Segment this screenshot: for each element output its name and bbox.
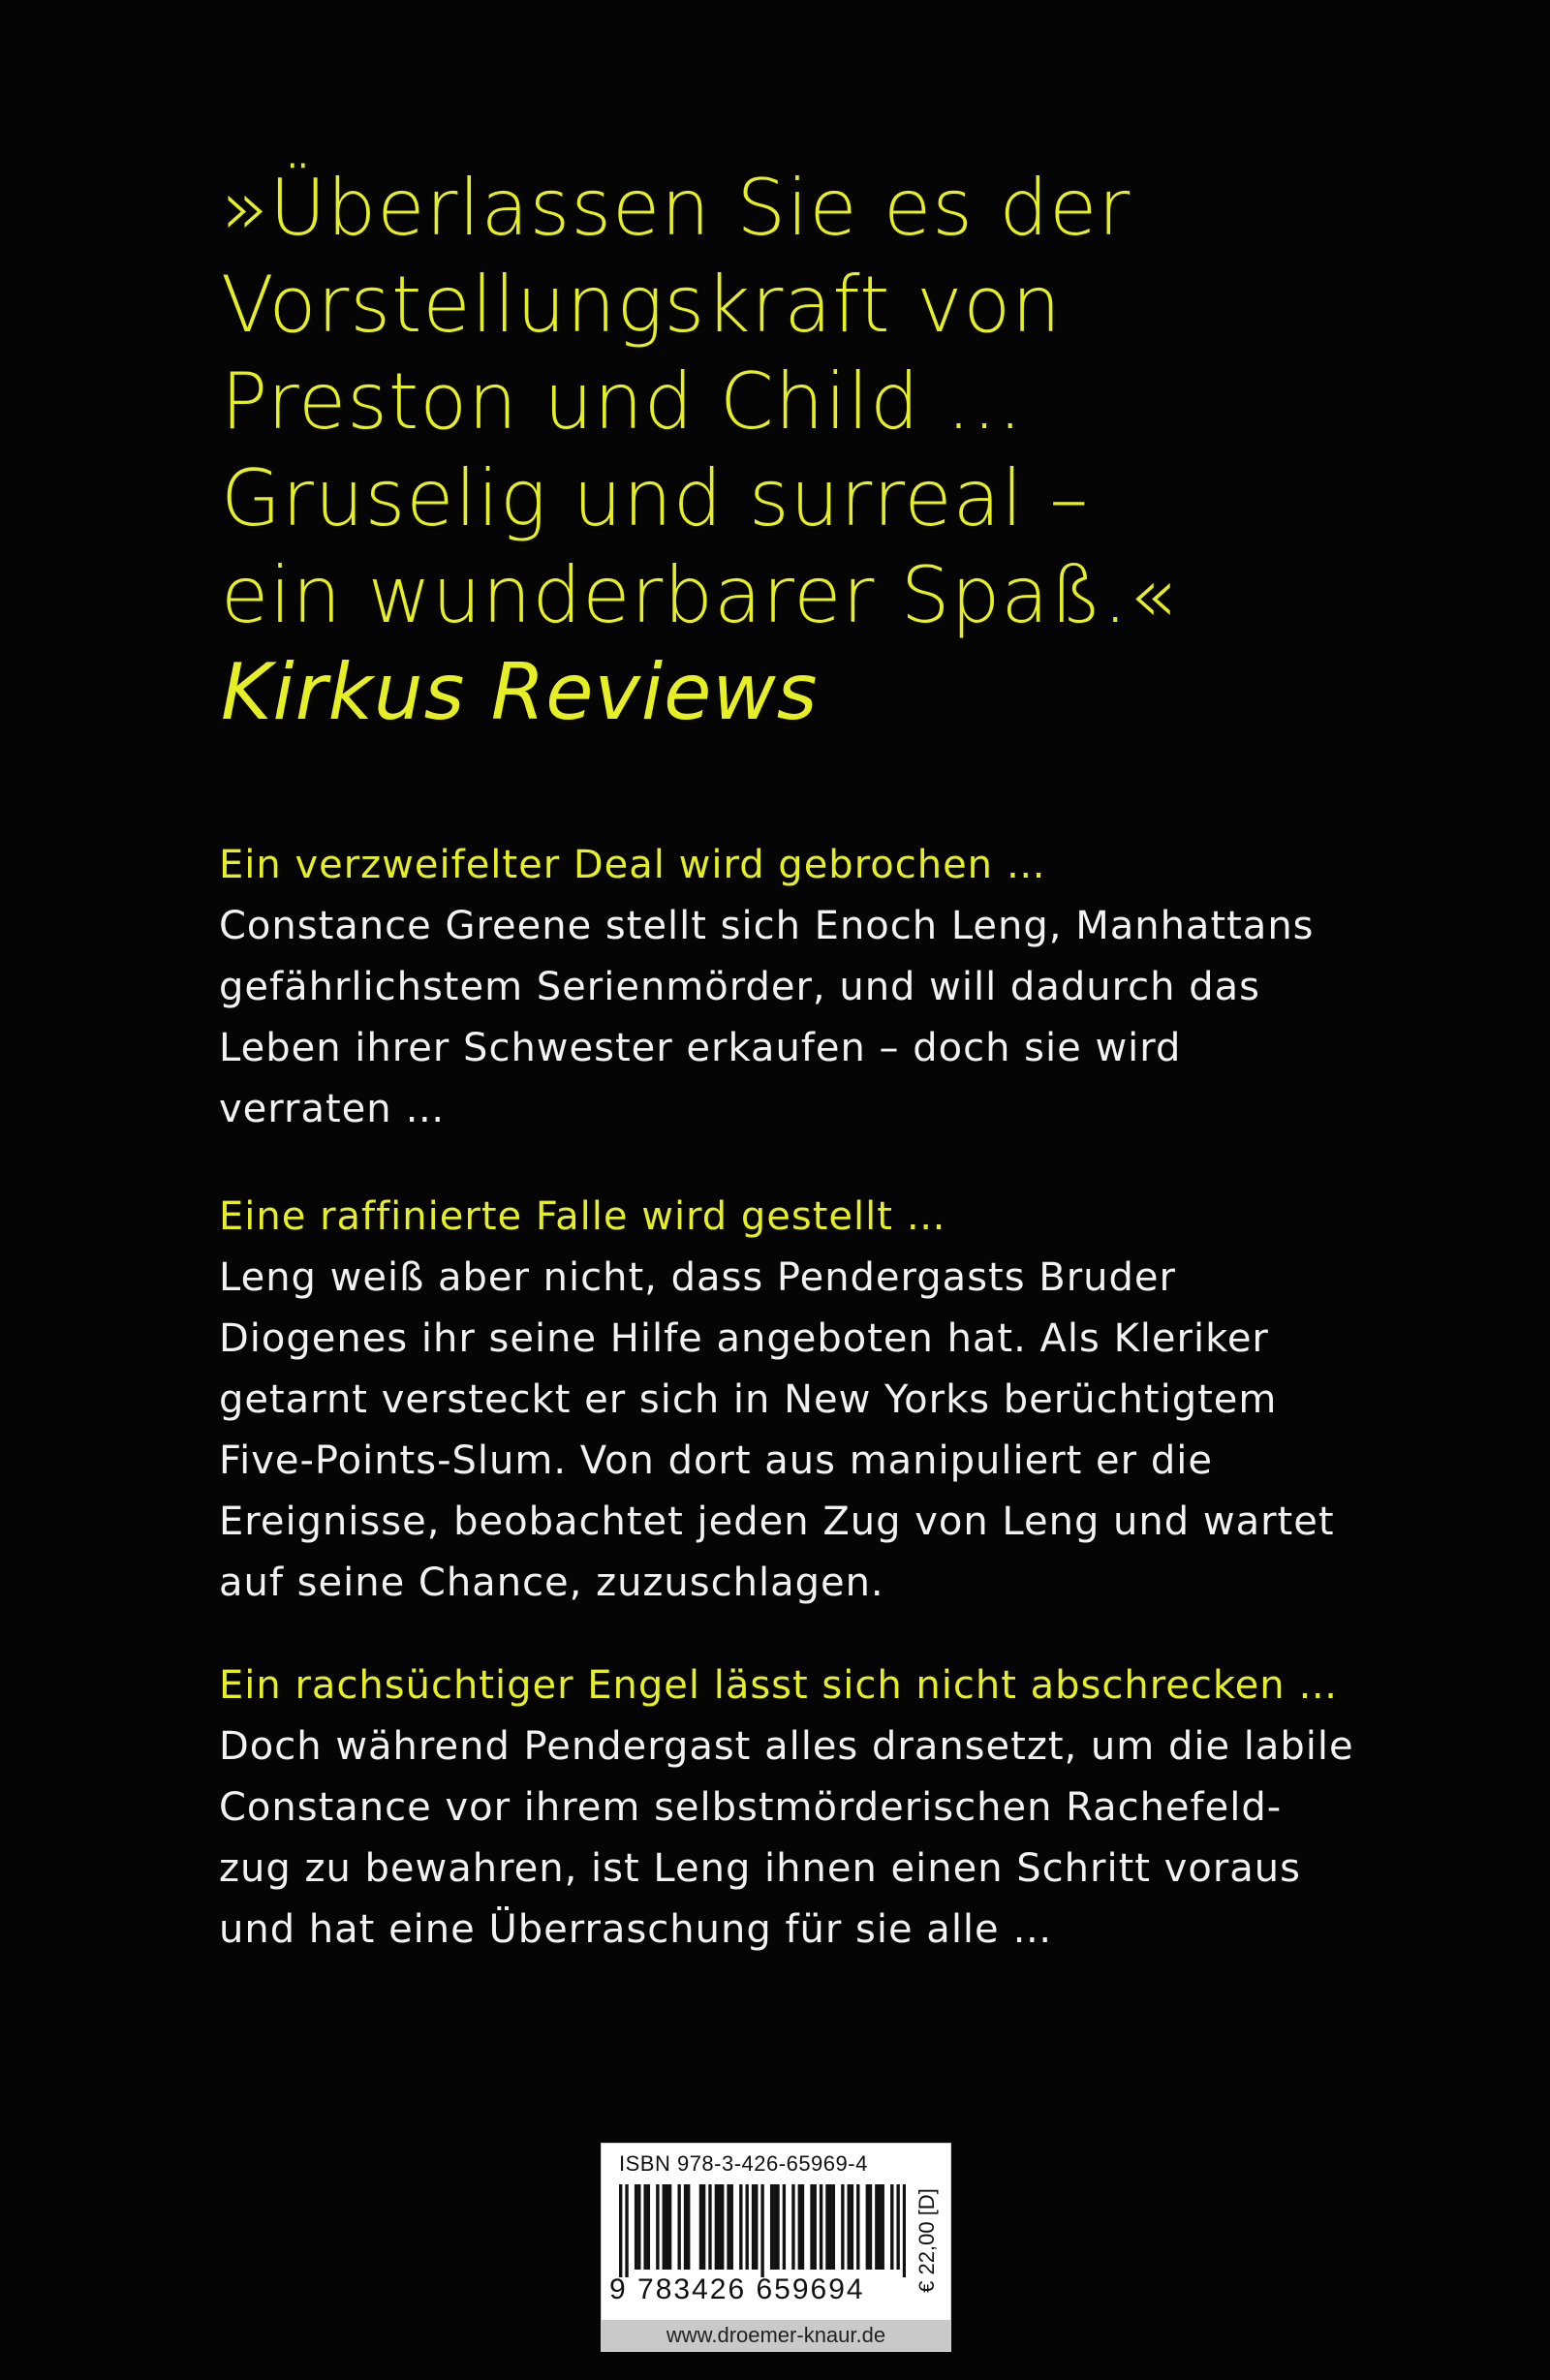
barcode-bar	[890, 2184, 893, 2270]
barcode-bar	[848, 2184, 851, 2270]
barcode-bar	[687, 2184, 690, 2270]
section-heading: Ein verzweifelter Deal wird gebrochen …	[219, 843, 1046, 887]
section-text-line: zug zu bewahren, ist Leng ihnen einen Schritt voraus	[219, 1846, 1301, 1891]
barcode-bar	[770, 2184, 773, 2270]
barcode-digits: 9 783426 659694	[609, 2273, 865, 2305]
barcode-bar	[810, 2184, 813, 2270]
section-text-line: verraten …	[219, 1087, 446, 1131]
section-text-line: Doch während Pendergast alles dransetzt, um die labile	[219, 1724, 1354, 1769]
barcode-bar	[637, 2184, 640, 2270]
section-text-line: getarnt versteckt er sich in New Yorks berüchtigtem	[219, 1377, 1278, 1422]
blurb-section-2	[219, 1187, 1440, 1614]
barcode-bar	[739, 2184, 742, 2270]
price-label: € 22,00 [D]	[914, 2188, 939, 2293]
section-text-line: Constance vor ihrem selbstmörderischen Rachefeld-	[219, 1785, 1283, 1830]
barcode-bar	[666, 2184, 668, 2270]
barcode-bar	[760, 2184, 763, 2277]
barcode-bar	[798, 2184, 801, 2270]
barcode-bar	[699, 2184, 702, 2270]
publisher-url: www.droemer-knaur.de	[602, 2320, 950, 2351]
blurb-section-1	[219, 835, 1440, 1140]
barcode-bar	[656, 2184, 659, 2270]
section-text-line: Diogenes ihr seine Hilfe angeboten hat. Als Kleriker	[219, 1316, 1269, 1361]
barcode-bar	[791, 2184, 794, 2270]
barcode-bar	[677, 2184, 680, 2270]
section-text-line: auf seine Chance, zuzuschlagen.	[219, 1561, 884, 1605]
section-text-line: Constance Greene stellt sich Enoch Leng, Manhattans	[219, 904, 1315, 948]
barcode-bar	[684, 2184, 687, 2270]
barcode-bar	[856, 2184, 859, 2270]
barcode-bar	[820, 2184, 822, 2270]
section-text-line: gefährlichstem Serienmörder, und will dadurch das	[219, 965, 1260, 1009]
barcode-bar	[773, 2184, 776, 2270]
barcode-bar	[730, 2184, 733, 2270]
barcode-bar	[721, 2184, 724, 2270]
barcode-bar	[625, 2184, 628, 2277]
quote-line: Preston und Child …	[221, 356, 1025, 447]
section-text-line: Five-Points-Slum. Von dort aus manipuliert er die	[219, 1438, 1213, 1483]
barcode-bar	[745, 2184, 748, 2270]
barcode-bar	[727, 2184, 729, 2270]
section-text-line: Leng weiß aber nicht, dass Pendergasts Bruder	[219, 1255, 1176, 1300]
barcode-bar	[851, 2184, 853, 2270]
barcode-bar	[635, 2184, 637, 2270]
quote-line: ein wunderbarer Spaß.«	[221, 550, 1177, 640]
barcode-bar	[875, 2184, 878, 2270]
quote-line: Vorstellungskraft von	[221, 260, 1062, 350]
barcode-bar	[619, 2184, 622, 2277]
barcode-bar	[878, 2184, 881, 2270]
section-heading: Eine raffinierte Falle wird gestellt …	[219, 1194, 946, 1239]
barcode-bar	[647, 2184, 650, 2270]
barcode-bar	[866, 2184, 869, 2270]
quote-source: Kirkus Reviews	[221, 647, 819, 737]
barcode-bar	[783, 2184, 786, 2270]
section-text-line: Leben ihrer Schwester erkaufen – doch sie wird	[219, 1026, 1182, 1070]
barcode-bar	[828, 2184, 831, 2270]
barcode-bar	[896, 2184, 899, 2270]
quote-line: Gruselig und surreal –	[221, 453, 1090, 543]
barcode-bar	[755, 2184, 758, 2270]
barcode-bar	[841, 2184, 844, 2270]
barcode-bar	[715, 2184, 718, 2270]
barcode-bar	[882, 2184, 884, 2270]
barcode-bar	[814, 2184, 817, 2270]
isbn-barcode-label	[601, 2143, 951, 2352]
section-text-line: Ereignisse, beobachtet jeden Zug von Leng und wartet	[219, 1499, 1335, 1544]
barcode-bar	[643, 2184, 646, 2270]
barcode-bar	[718, 2184, 721, 2270]
barcode-bar	[903, 2184, 906, 2277]
section-heading: Ein rachsüchtiger Engel lässt sich nicht abschrecken …	[219, 1663, 1339, 1708]
barcode-bar	[663, 2184, 666, 2270]
section-text-line: und hat eine Überraschung für sie alle …	[219, 1907, 1053, 1952]
barcode-bar	[708, 2184, 711, 2270]
barcode-graphic	[619, 2184, 906, 2277]
barcode-bar	[832, 2184, 835, 2270]
isbn-number: ISBN 978-3-426-65969-4	[619, 2151, 868, 2176]
quote-line: »Überlassen Sie es der	[221, 163, 1132, 253]
blurb-section-3	[219, 1655, 1440, 1961]
barcode-bar	[668, 2184, 671, 2270]
barcode-bar	[776, 2184, 779, 2270]
barcode-bar	[825, 2184, 828, 2270]
barcode-bar	[869, 2184, 872, 2270]
barcode-bar	[752, 2184, 755, 2270]
review-quote	[221, 160, 1480, 741]
barcode-bar	[801, 2184, 804, 2270]
barcode-bar	[702, 2184, 705, 2270]
